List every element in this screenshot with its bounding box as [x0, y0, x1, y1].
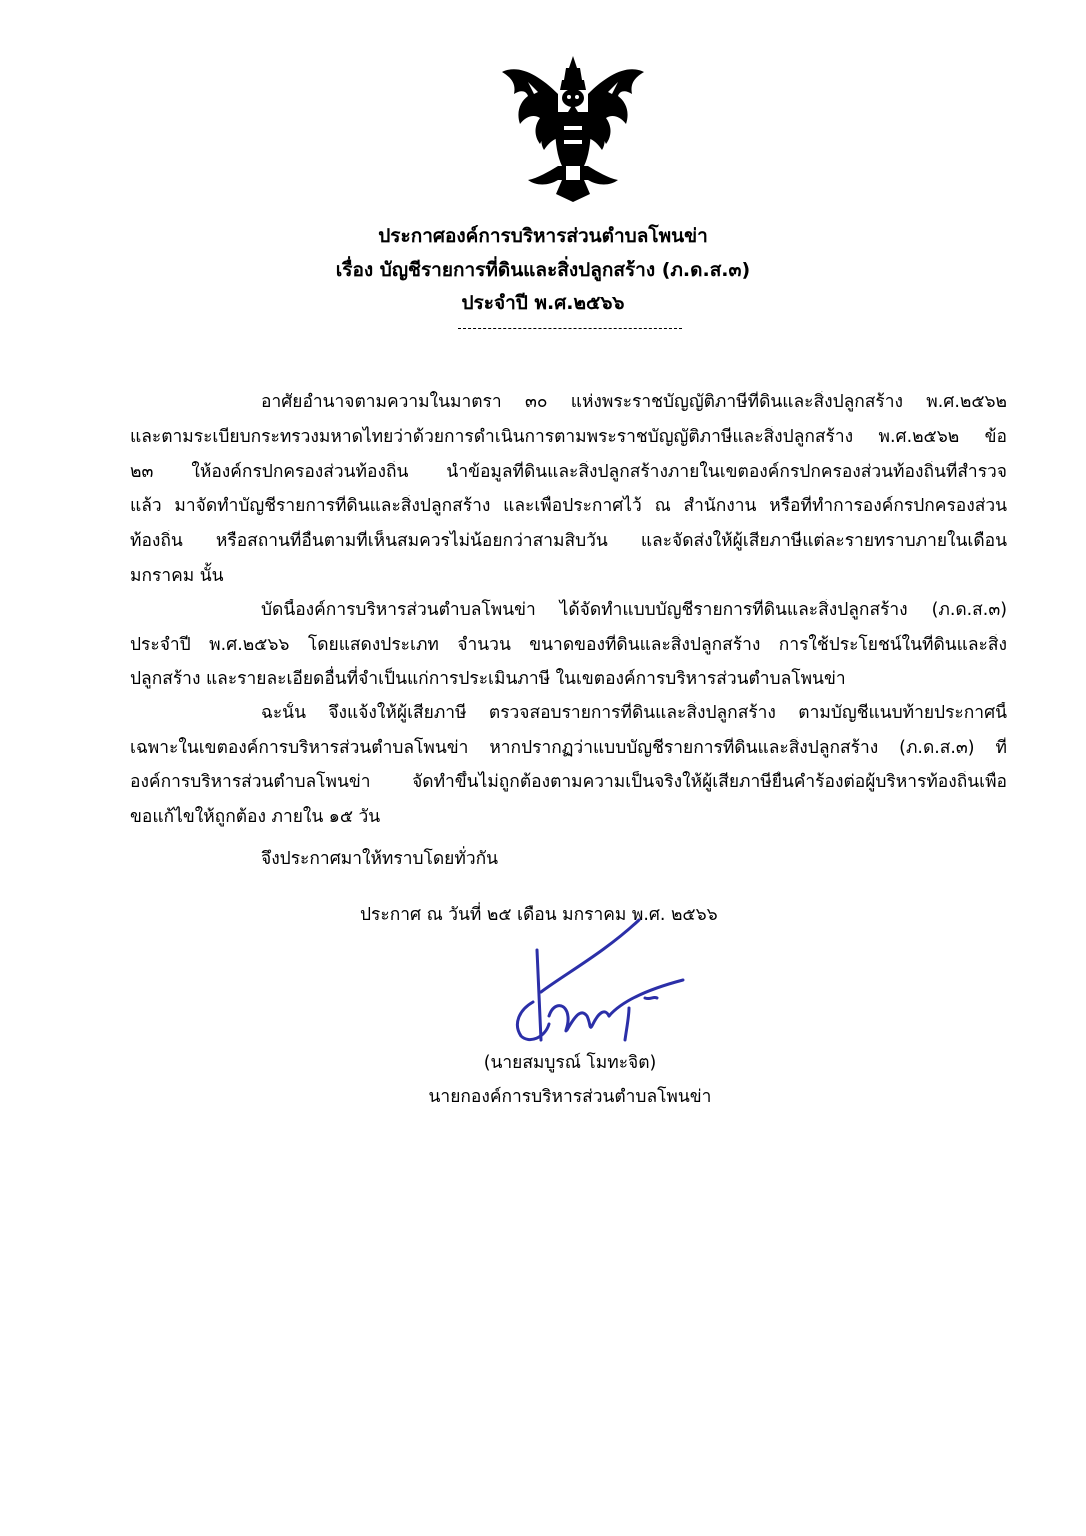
paragraph-2-line-1: บัดนี้องค์การบริหารส่วนตำบลโพนข่า ได้จัดทำแบบบัญชีรายการที่ดินและสิ่งปลูกสร้าง (ภ.ด.ส.๓) [261, 600, 1007, 620]
paragraph-1-line-5: ท้องถิ่น หรือสถานที่อื่นตามที่เห็นสมควรไม่น้อยกว่าสามสิบวัน และจัดส่งให้ผู้เสียภาษีแต่ละรายทราบภายในเดือน [130, 531, 1007, 551]
paragraph-1-line-2: และตามระเบียบกระทรวงมหาดไทยว่าด้วยการดำเนินการตามพระราชบัญญัติภาษีและสิ่งปลูกสร้าง พ.ศ.๒๕๖๒ ข้อ [130, 427, 1007, 447]
announcement-title: ประกาศองค์การบริหารส่วนตำบลโพนข่า [378, 225, 708, 247]
signatory-name: (นายสมบูรณ์ โมทะจิต) [483, 1053, 657, 1073]
announcement-subject: เรื่อง บัญชีรายการที่ดินและสิ่งปลูกสร้าง (ภ.ด.ส.๓) [335, 259, 751, 281]
announcement-year: ประจำปี พ.ศ.๒๕๖๖ [461, 292, 625, 314]
paragraph-2-line-3: ปลูกสร้าง และรายละเอียดอื่นที่จำเป็นแก่การประเมินภาษี ในเขตองค์การบริหารส่วนตำบลโพนข่า [130, 669, 846, 689]
title-divider [458, 328, 682, 329]
garuda-emblem-icon [498, 54, 648, 204]
paragraph-3-line-1: ฉะนั้น จึงแจ้งให้ผู้เสียภาษี ตรวจสอบรายการที่ดินและสิ่งปลูกสร้าง ตามบัญชีแนบท้ายประกาศนี้ [261, 703, 1007, 723]
signatory-position: นายกองค์การบริหารส่วนตำบลโพนข่า [428, 1087, 712, 1107]
paragraph-1-line-1: อาศัยอำนาจตามความในมาตรา ๓๐ แห่งพระราชบัญญัติภาษีที่ดินและสิ่งปลูกสร้าง พ.ศ.๒๕๖๒ [261, 392, 1007, 412]
paragraph-1-line-3: ๒๓ ให้องค์กรปกครองส่วนท้องถิ่น นำข้อมูลที่ดินและสิ่งปลูกสร้างภายในเขตองค์กรปกครองส่วนท้องถิ่นที่สำรวจ [130, 462, 1007, 482]
paragraph-1-line-4: แล้ว มาจัดทำบัญชีรายการที่ดินและสิ่งปลูกสร้าง และเพื่อประกาศไว้ ณ สำนักงาน หรือที่ทำการองค์กรปกครองส่วน [130, 496, 1007, 516]
paragraph-3-line-2: เฉพาะในเขตองค์การบริหารส่วนตำบลโพนข่า หากปรากฏว่าแบบบัญชีรายการที่ดินและสิ่งปลูกสร้าง (ภ.ด.ส.๓) ที่ [130, 738, 1007, 758]
paragraph-1-line-6: มกราคม นั้น [130, 566, 224, 586]
paragraph-3-line-3: องค์การบริหารส่วนตำบลโพนข่า จัดทำขึ้นไม่ถูกต้องตามความเป็นจริงให้ผู้เสียภาษียื่นคำร้องต่อผู้บริหารท้องถิ่นเพื่อ [130, 772, 1007, 792]
closing-statement: จึงประกาศมาให้ทราบโดยทั่วกัน [261, 849, 498, 869]
paragraph-3-line-4: ขอแก้ไขให้ถูกต้อง ภายใน ๑๕ วัน [130, 807, 381, 827]
handwritten-signature [505, 912, 695, 1052]
announcement-date: ประกาศ ณ วันที่ ๒๕ เดือน มกราคม พ.ศ. ๒๕๖๖ [360, 905, 718, 925]
paragraph-2-line-2: ประจำปี พ.ศ.๒๕๖๖ โดยแสดงประเภท จำนวน ขนาดของที่ดินและสิ่งปลูกสร้าง การใช้ประโยชน์ในที่ดินและสิ่ง [130, 635, 1007, 655]
